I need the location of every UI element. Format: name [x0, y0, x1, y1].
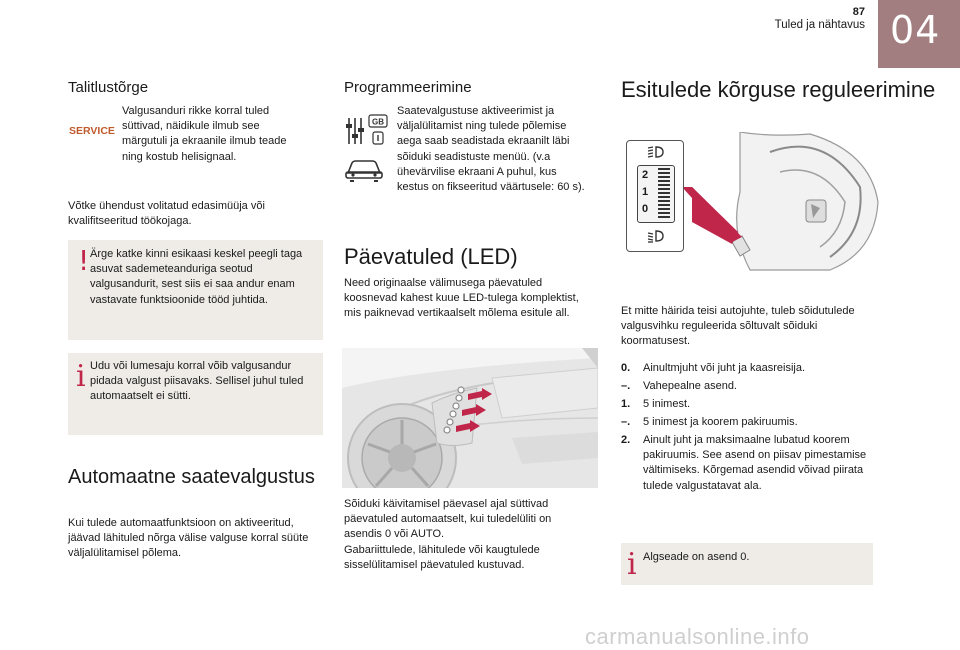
dial-mark-2: 2 [642, 169, 649, 181]
info-icon: i [627, 547, 637, 582]
malfunction-text: Valgusanduri rikke korral tuled süttivad, näidikule ilmub see märgutuli ja ekraanile ilmub teade ning kostub helisignaal. [122, 105, 287, 163]
service-label: SERVICE [69, 125, 115, 137]
auto-heading: Automaatne saatevalgustus [68, 466, 315, 488]
malfunction-heading: Talitlustõrge [68, 79, 149, 96]
led-text-2: Sõiduki käivitamisel päevasel ajal süttivad päevatuled automaatselt, kui tuledelüliti on asendis 0 või AUTO. Gabariittulede, lähitulede või kaugtulede sisselülitamisel päevatuled kustuvad. [344, 498, 552, 571]
dial-mark-1: 1 [642, 186, 649, 198]
adjust-heading: Esitulede kõrguse reguleerimine [621, 77, 936, 102]
dial-ridges [658, 168, 670, 218]
car-icon [344, 155, 384, 183]
chapter-number: 04 [890, 8, 941, 52]
programming-heading: Programmeerimine [344, 79, 472, 96]
adjust-dial-panel [626, 140, 684, 252]
position-list: 0. Ainultmjuht või juht ja kaasreisija. –. Vahepealne asend. 1. 5 inimest. –. 5 inimest ja koorem pakiruumis. 2. Ainult juht ja maksimaalne lubatud koorem pakiruumis. See asend on piisav pimestamise vältimiseks. Kõrgemad asendid võivad piirata tulede valgustatavat ala. [621, 362, 867, 492]
programming-text: Saatevalgustuse aktiveerimist ja väljalülitamist ning tulede põlemise aega saab seadistada ekraanilt läbi sõiduki seadistuste menüü. (v.a ühevärvilise ekraani A puhul, kus kestus on fikseeritud väärtusele: 60 s). [397, 105, 585, 194]
watermark: carmanualsonline.info [585, 624, 810, 649]
service-warning-icon [69, 121, 113, 135]
led-car-illustration [342, 348, 598, 488]
adjust-dial[interactable] [637, 165, 675, 223]
settings-menu-icon [344, 112, 392, 150]
info-icon: i [76, 359, 86, 394]
warning-exclamation-icon: ! [78, 244, 90, 277]
page-number: 87 [852, 6, 865, 18]
led-heading: Päevatuled (LED) [344, 244, 518, 269]
led-text: Need originaalse välimusega päevatuled koosnevad kahest kuue LED-tulega komplektist, mis paiknevad vertikaalselt mõlema esitule all. [344, 277, 579, 320]
chapter-tab [878, 0, 960, 68]
info-text: Udu või lumesaju korral võib valgusandur pidada valgust piisavaks. Sellisel juhul tuled automaatselt ei sütti. [90, 360, 304, 403]
adjust-intro-text: Et mitte häirida teisi autojuhte, tuleb sõidutulede valgusvihku reguleerida sõltuvalt sõiduki koormatusest. [621, 305, 855, 348]
info-box [68, 353, 323, 435]
headlamp-down-icon [647, 229, 665, 243]
default-info-text: Algseade on asend 0. [643, 551, 750, 563]
dial-mark-0: 0 [642, 203, 649, 215]
auto-text: Kui tulede automaatfunktsioon on aktiveeritud, jäävad lähituled nõrga välise valguse korral süüte väljalülitamisel põlema. [68, 517, 309, 560]
contact-text: Võtke ühendust volitatud edasimüüja või kvalifitseeritud töökojaga. [68, 200, 265, 228]
gb-label: GB [372, 117, 384, 127]
warning-box [68, 240, 323, 340]
section-title: Tuled ja nähtavus [774, 19, 865, 31]
headlamp-up-icon [647, 145, 665, 159]
default-info-box [621, 543, 873, 585]
warning-text: Ärge katke kinni esikaasi keskel peegli taga asuvat sademeteanduriga seotud valgusandurit, sest siis ei saa andur enam vastavate funktsioonide tööd juhtida. [90, 248, 303, 306]
